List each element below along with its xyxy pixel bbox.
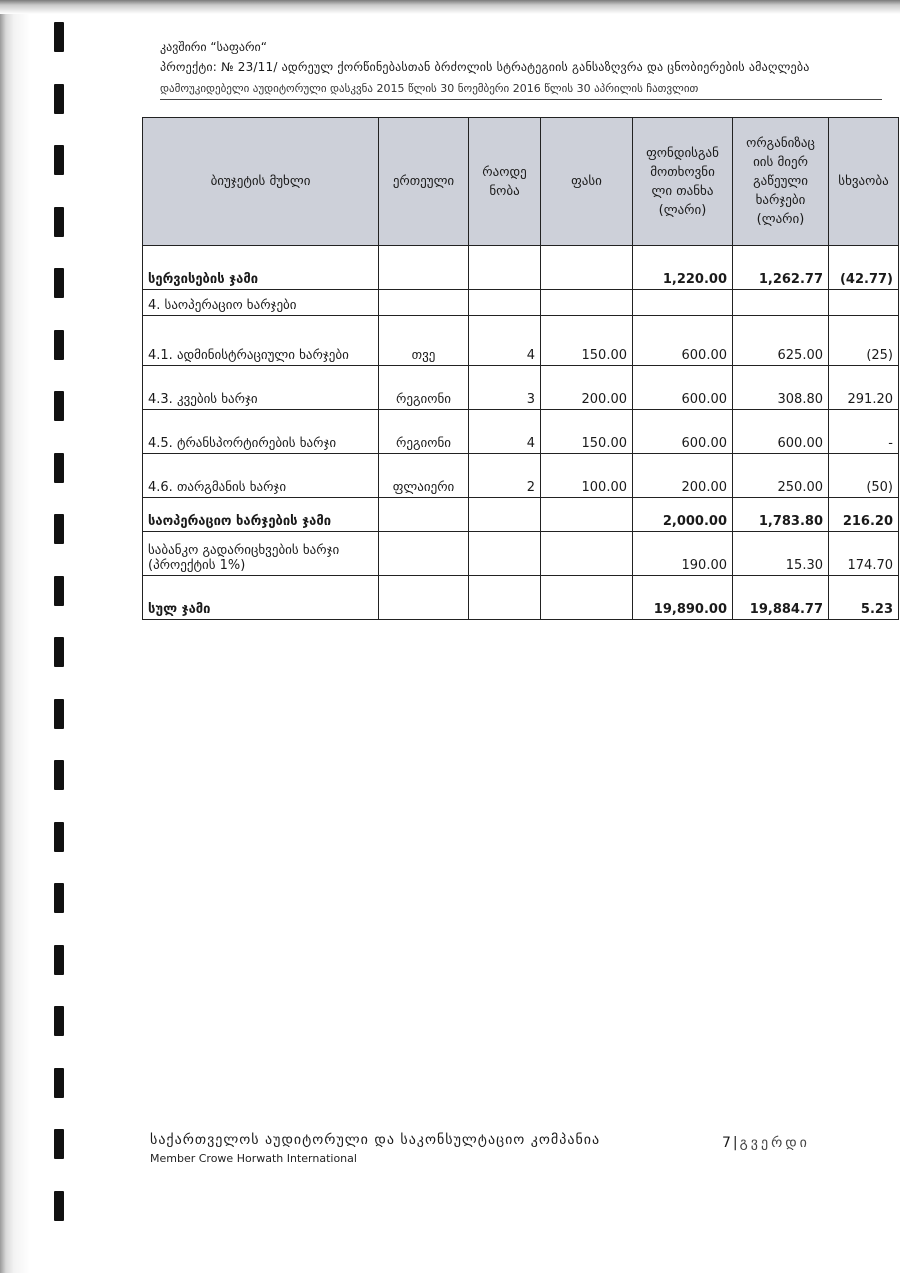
cell-spent: 1,262.77 [733,246,829,290]
table-row [143,290,899,316]
cell-price [541,576,633,620]
cell-price: 150.00 [541,410,633,454]
cell-unit [379,498,469,532]
cell-price: 100.00 [541,454,633,498]
column-header: ფასი [541,118,633,246]
cell-qty: 4 [469,316,541,366]
organization-name: კავშირი “საფარი“ [160,40,267,54]
cell-spent: 600.00 [733,410,829,454]
footer-member: Member Crowe Horwath International [150,1152,357,1165]
cell-spent [733,290,829,316]
binding-ring [54,576,64,606]
table-row [143,498,899,532]
binding-ring [54,699,64,729]
cell-diff: 216.20 [829,498,899,532]
cell-price: 150.00 [541,316,633,366]
column-header: ბიუჯეტის მუხლი [143,118,379,246]
cell-unit: რეგიონი [379,410,469,454]
cell-unit: თვე [379,316,469,366]
cell-price [541,532,633,576]
cell-spent: 19,884.77 [733,576,829,620]
cell-unit [379,246,469,290]
cell-unit [379,576,469,620]
cell-requested: 600.00 [633,316,733,366]
cell-qty [469,532,541,576]
cell-requested: 600.00 [633,410,733,454]
cell-qty: 4 [469,410,541,454]
cell-diff: 291.20 [829,366,899,410]
column-header: რაოდე ნობა [469,118,541,246]
cell-diff: (42.77) [829,246,899,290]
cell-unit: რეგიონი [379,366,469,410]
cell-price: 200.00 [541,366,633,410]
table-row [143,410,899,454]
cell-unit [379,290,469,316]
cell-qty: 2 [469,454,541,498]
binding-ring [54,207,64,237]
project-title: პროექტი: № 23/11/ ადრეულ ქორწინებასთან ბრძოლის სტრატეგიის განსაზღვრა და ცნობიერების ამაღლება [160,60,810,74]
footer-company: საქართველოს აუდიტორული და საკონსულტაციო კომპანია [150,1132,601,1148]
page-word: გვერდი [739,1135,810,1151]
cell-qty [469,246,541,290]
audit-period: დამოუკიდებელი აუდიტორული დასკვნა 2015 წლის 30 ნოემბერი 2016 წლის 30 აპრილის ჩათვლით [160,82,882,100]
cell-item: 4.1. ადმინისტრაციული ხარჯები [143,316,379,366]
cell-diff: - [829,410,899,454]
cell-item: სერვისების ჯამი [143,246,379,290]
cell-requested: 600.00 [633,366,733,410]
cell-item: საბანკო გადარიცხვების ხარჯი (პროექტის 1%) [143,532,379,576]
cell-unit: ფლაიერი [379,454,469,498]
binding-ring [54,145,64,175]
binding-ring [54,453,64,483]
page-separator: | [732,1135,738,1151]
binding-ring [54,1129,64,1159]
cell-item: 4.6. თარგმანის ხარჯი [143,454,379,498]
cell-diff: 174.70 [829,532,899,576]
column-header: ფონდისგან მოთხოვნი ლი თანხა (ლარი) [633,118,733,246]
cell-item: 4.5. ტრანსპორტირების ხარჯი [143,410,379,454]
binding-ring [54,1068,64,1098]
cell-requested: 190.00 [633,532,733,576]
cell-spent: 250.00 [733,454,829,498]
binding-ring [54,330,64,360]
cell-item: 4. საოპერაციო ხარჯები [143,290,379,316]
binding-ring [54,84,64,114]
table-body [143,246,899,620]
cell-price [541,246,633,290]
cell-diff: (25) [829,316,899,366]
cell-diff: 5.23 [829,576,899,620]
table-row [143,246,899,290]
column-header: სხვაობა [829,118,899,246]
cell-item: სულ ჯამი [143,576,379,620]
table-row [143,532,899,576]
binding-ring [54,514,64,544]
cell-qty [469,576,541,620]
cell-item: 4.3. კვების ხარჯი [143,366,379,410]
binding-ring [54,1191,64,1221]
binding-ring [54,945,64,975]
page-top-shadow [0,0,900,14]
cell-requested: 1,220.00 [633,246,733,290]
cell-price [541,290,633,316]
document-header [160,40,890,100]
cell-requested: 19,890.00 [633,576,733,620]
cell-diff [829,290,899,316]
binding-ring [54,760,64,790]
cell-diff: (50) [829,454,899,498]
table-row [143,576,899,620]
cell-price [541,498,633,532]
cell-spent: 15.30 [733,532,829,576]
binding-ring [54,883,64,913]
binding-ring [54,22,64,52]
cell-unit [379,532,469,576]
binding-ring [54,1006,64,1036]
cell-spent: 1,783.80 [733,498,829,532]
cell-requested [633,290,733,316]
binding-ring [54,822,64,852]
cell-requested: 200.00 [633,454,733,498]
table-header-row [143,118,899,246]
budget-table [142,117,899,620]
cell-qty [469,498,541,532]
cell-qty [469,290,541,316]
column-header: ერთეული [379,118,469,246]
page-edge-shadow [0,0,36,1273]
cell-spent: 625.00 [733,316,829,366]
binding-ring [54,268,64,298]
table-row [143,316,899,366]
cell-qty: 3 [469,366,541,410]
binding-ring [54,637,64,667]
table-row [143,454,899,498]
cell-spent: 308.80 [733,366,829,410]
cell-requested: 2,000.00 [633,498,733,532]
page-number-block [722,1135,810,1151]
column-header: ორგანიზაც იის მიერ გაწეული ხარჯები (ლარი) [733,118,829,246]
cell-item: საოპერაციო ხარჯების ჯამი [143,498,379,532]
table-row [143,366,899,410]
page-number: 7 [722,1135,731,1151]
binding-ring [54,391,64,421]
